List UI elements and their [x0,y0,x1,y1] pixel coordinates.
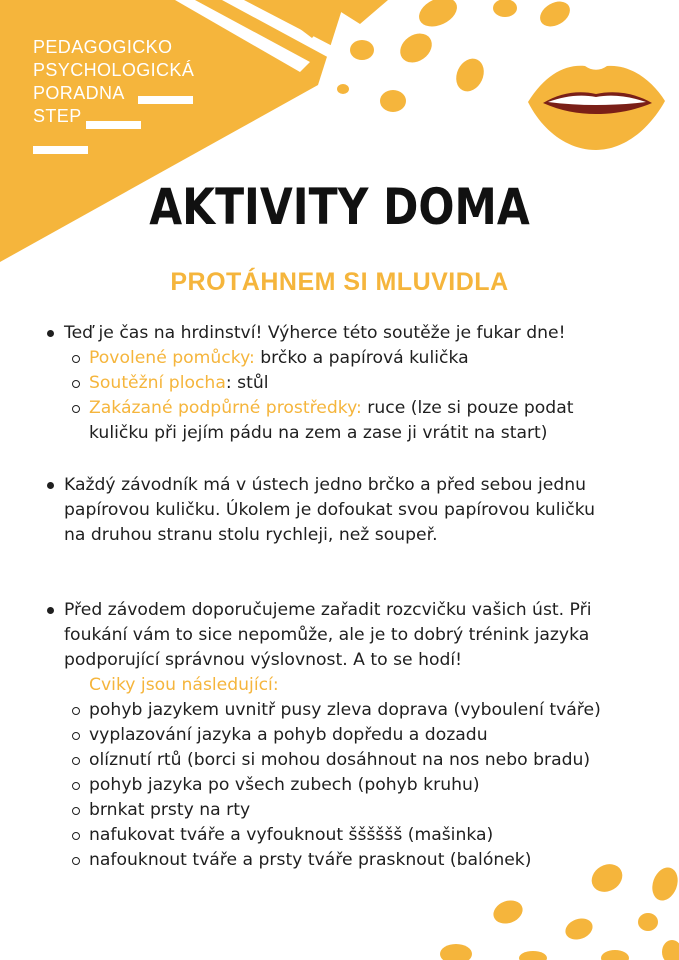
bullet-icon [47,607,54,614]
list-item: olíznutí rtů (borci si mohou dosáhnout na nos nebo bradu) [89,750,591,770]
list-item: nafukovat tváře a vyfouknout šššššš (mašinka) [89,825,494,845]
item-text: brčko a papírová kulička [254,348,469,368]
sub-bullet-icon [72,832,80,840]
page-title: AKTIVITY DOMA [149,178,530,236]
list-item: pohyb jazykem uvnitř pusy zleva doprava (vyboulení tváře) [89,700,601,720]
org-line: PORADNA [33,83,125,103]
section3-line: Před závodem doporučujeme zařadit rozcvičku vašich úst. Při [64,600,592,620]
item-label: Povolené pomůcky: [89,348,255,368]
section2-line: papírovou kuličku. Úkolem je dofoukat svou papírovou kuličku [64,500,596,520]
section3-line: foukání vám to sice nepomůže, ale je to dobrý trénink jazyka [64,625,590,645]
section2-line: Každý závodník má v ústech jedno brčko a před sebou jednu [64,475,587,495]
sub-bullet-icon [72,782,80,790]
section1-intro: Teď je čas na hrdinství! Výherce této soutěže je fukar dne! [64,323,566,343]
sub-bullet-icon [72,707,80,715]
sub-bullet-icon [72,355,80,363]
sub-bullet-icon [72,807,80,815]
list-item: vyplazování jazyka a pohyb dopředu a dozadu [89,725,488,745]
list-item-continuation: kuličku při jejím pádu na zem a zase ji vrátit na start) [89,423,548,443]
page-subtitle: PROTÁHNEM SI MLUVIDLA [170,268,509,296]
section3-line: podporující správnou výslovnost. A to se hodí! [64,650,463,670]
list-item: pohyb jazyka po všech zubech (pohyb kruhu) [89,775,480,795]
sub-bullet-icon [72,757,80,765]
section2-line: na druhou stranu stolu rychleji, než soupeř. [64,525,438,545]
item-label: Zakázané podpůrné prostředky: [89,398,362,418]
item-label: Soutěžní plocha [89,373,226,393]
org-line: STEP [33,106,82,126]
item-text: ruce (lze si pouze podat [361,398,574,418]
sub-bullet-icon [72,405,80,413]
bullet-icon [47,330,54,337]
list-item [89,396,573,421]
exercises-heading: Cviky jsou následující: [89,675,279,695]
org-line: PEDAGOGICKO [33,37,173,57]
list-item: brnkat prsty na rty [89,800,251,820]
list-item [89,371,269,396]
org-line: PSYCHOLOGICKÁ [33,60,195,80]
bullet-icon [47,482,54,489]
sub-bullet-icon [72,732,80,740]
sub-bullet-icon [72,857,80,865]
list-item [89,346,469,371]
sub-bullet-icon [72,380,80,388]
list-item: nafouknout tváře a prsty tváře prasknout (balónek) [89,850,532,870]
item-text: : stůl [225,373,269,393]
